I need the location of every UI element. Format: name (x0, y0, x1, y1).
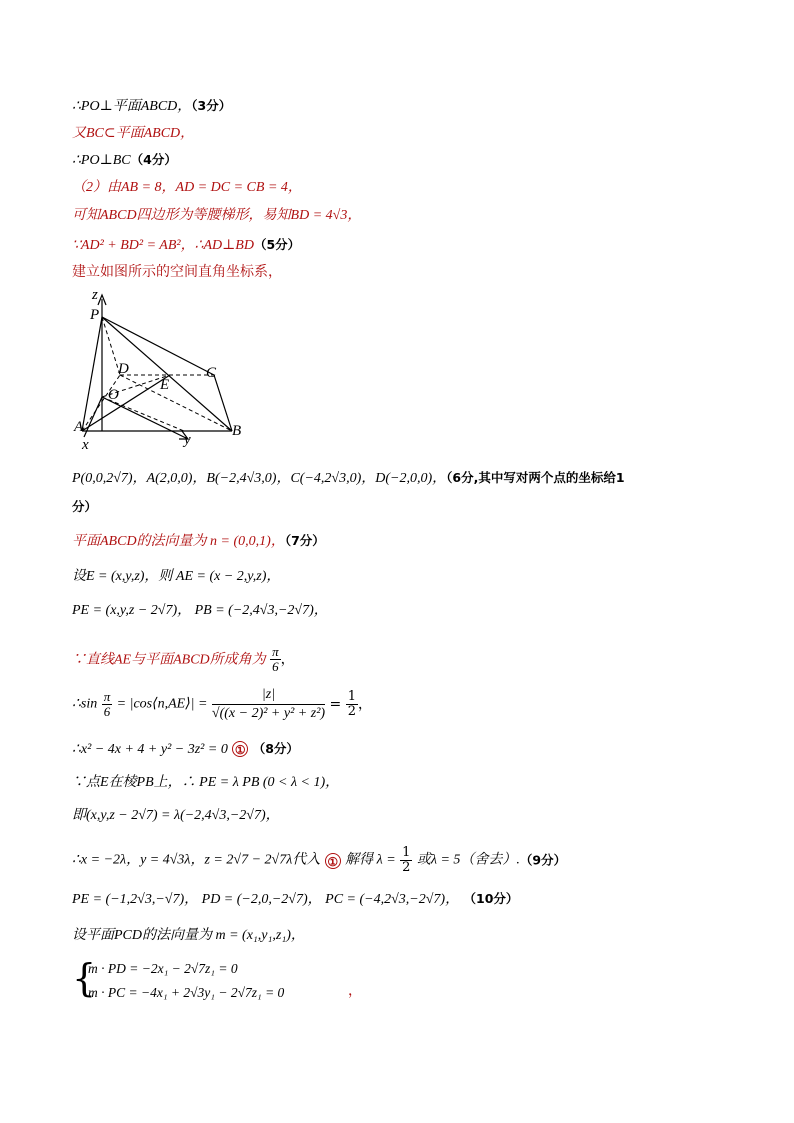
system-brace: { (72, 956, 97, 1000)
circled-one: ① (232, 741, 248, 757)
denominator: 6 (103, 704, 111, 719)
numerator: |z| (212, 686, 325, 705)
edge-PA (82, 317, 102, 431)
denominator: √((x − 2)² + y² + z²) (211, 706, 326, 721)
text: ∴PO⊥BC (72, 153, 131, 168)
score: （4分） (130, 152, 177, 167)
label-y: y (184, 432, 191, 448)
label-z: z (92, 287, 98, 303)
line-part2-given (72, 178, 302, 197)
label-A: A (74, 419, 84, 435)
label-E: E (160, 377, 170, 393)
line-trapezoid (72, 206, 361, 225)
label-P: P (90, 307, 100, 323)
label-O: O (108, 387, 119, 403)
line-vectors-pe-pd-pc (72, 890, 518, 909)
line-vector-eq (72, 806, 280, 825)
line-equation-1 (72, 740, 299, 759)
fraction-pi-6 (270, 645, 281, 674)
text: PE = (x,y,z − 2√7)， PB = (−2,4√3,−2√7)， (72, 603, 328, 618)
text: = (329, 696, 342, 713)
line-score-note-end (72, 498, 97, 516)
numerator: π (103, 689, 111, 704)
text: ∵点E在棱PB上，∴ PE = λ PB (0 < λ < 1)， (72, 775, 340, 790)
line-normal-abcd (72, 532, 325, 551)
text: ， (280, 651, 295, 668)
score: （7分） (284, 533, 325, 548)
denominator: 2 (347, 704, 356, 719)
numerator: 1 (347, 689, 356, 704)
line-po-perp-plane (72, 97, 231, 116)
edge-DB (120, 375, 232, 431)
label-B: B (232, 423, 242, 439)
system-eq-1: m · PD = −2x₁ − 2√7z₁ = 0 (88, 961, 238, 976)
fraction-one-half (400, 846, 412, 875)
system-comma: ， (348, 983, 362, 999)
numerator: 1 (402, 845, 411, 860)
line-angle-condition (72, 645, 295, 674)
line-solve-lambda (72, 846, 566, 875)
fraction-one-half (346, 690, 358, 719)
line-point-coordinates (72, 469, 625, 488)
text: ∴x = −2λ，y = 4√3λ，z = 2√7 − 2√7λ代入 (72, 852, 321, 868)
denominator: 2 (402, 860, 411, 875)
score-note: 分） (72, 499, 98, 514)
text: 又BC⊂平面ABCD， (72, 126, 195, 141)
line-coordinate-system (72, 263, 282, 281)
fraction-sin-value (212, 686, 325, 723)
score: （10分） (463, 891, 519, 906)
system-eq-2: m · PC = −4x₁ + 2√3y₁ − 2√7z₁ = 0 (88, 985, 285, 1000)
score: （3分） (191, 98, 232, 113)
score: （9分） (519, 852, 567, 868)
text: PE = (−1,2√3,−√7)， PD = (−2,0,−2√7)， PC = (−4,2√3,−2√7)， (72, 892, 460, 907)
text: 平面ABCD的法向量为 n = (0,0,1)， (72, 534, 285, 549)
label-C: C (206, 365, 217, 381)
line-set-e (72, 567, 280, 586)
text: P(0,0,2√7)，A(2,0,0)，B(−2,4√3,0)，C(−4,2√3,0)，D(−2,0,0)， (72, 471, 447, 486)
denominator: 6 (272, 659, 279, 674)
fraction-pi-6 (102, 690, 113, 719)
text: 即(x,y,z − 2√7) = λ(−2,4√3,−2√7)， (72, 808, 280, 823)
circled-one: ① (325, 853, 341, 869)
line-po-perp-bc (72, 151, 177, 170)
score: （5分） (253, 237, 301, 252)
text: 设E = (x,y,z)，则 AE = (x − 2,y,z)， (72, 569, 281, 584)
text: （2）由AB = 8，AD = DC = CB = 4， (72, 180, 302, 195)
line-normal-pcd (72, 926, 305, 945)
y-axis (102, 397, 188, 439)
text: ∵直线AE与平面ABCD所成角为 (72, 652, 266, 668)
text: ∴sin (72, 696, 98, 712)
text: 设平面PCD的法向量为 m = (x₁,y₁,z₁)， (72, 928, 305, 943)
text: = |cos⟨n,AE⟩| = (116, 696, 208, 712)
edge-AE (82, 375, 170, 431)
line-ad-perp-bd (72, 236, 300, 255)
text: 可知ABCD四边形为等腰梯形，易知BD = 4√3， (72, 208, 362, 223)
label-x: x (82, 437, 89, 453)
text: 建立如图所示的空间直角坐标系， (72, 264, 282, 280)
text: ∴PO⊥平面ABCD， (72, 99, 192, 114)
text: ， (357, 696, 372, 713)
line-pe-pb (72, 601, 328, 620)
text: 或λ = 5（舍去）. (416, 852, 520, 868)
text: ∵AD² + BD² = AB²，∴AD⊥BD (72, 238, 254, 253)
numerator: π (272, 644, 279, 659)
text: 解得 λ = (345, 852, 396, 868)
text: ∴x² − 4x + 4 + y² − 3z² = 0 (72, 742, 228, 757)
line-sin-equation (72, 686, 372, 726)
label-D: D (118, 361, 129, 377)
score: （8分） (252, 741, 299, 756)
score-note: （6分,其中写对两个点的坐标给1 (446, 470, 625, 485)
line-e-on-pb (72, 773, 339, 792)
system-lines (88, 960, 284, 1002)
line-bc-in-plane (72, 124, 194, 143)
pyramid-figure (72, 285, 252, 455)
